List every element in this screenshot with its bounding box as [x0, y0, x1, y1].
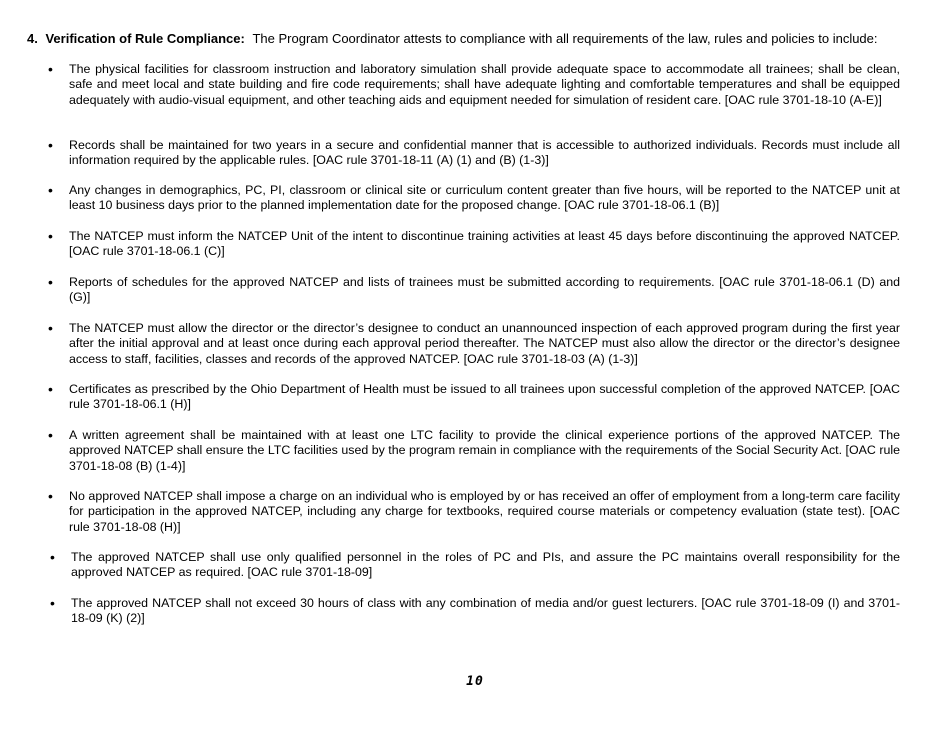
bullet-icon: •	[48, 274, 53, 290]
list-item	[48, 427, 900, 474]
bullet-icon: •	[50, 549, 55, 565]
list-item	[48, 137, 900, 169]
list-item-text: A written agreement shall be maintained with at least one LTC facility to provide the clinical experience portions of the approved NATCEP. The approved NATCEP shall ensure the LTC facilities used by the program remain in compliance with the requirements of the Social Security Act. [OAC rule 3701-18-08 (B) (1-4)]	[69, 428, 900, 473]
list-item	[50, 549, 900, 581]
list-item-text: The approved NATCEP shall not exceed 30 hours of class with any combination of media and/or guest lecturers. [OAC rule 3701-18-09 (I) and 3701-18-09 (K) (2)]	[71, 596, 900, 626]
list-item-text: No approved NATCEP shall impose a charge on an individual who is employed by or has received an offer of employment from a long-term care facility for participation in the approved NATCEP, including any charge for textbooks, required course materials or competency evaluation (state test). [OAC rule 3701-18-08 (H)]	[69, 489, 900, 534]
section-intro: The Program Coordinator attests to compliance with all requirements of the law, rules and policies to include:	[252, 31, 878, 46]
bullet-icon: •	[48, 228, 53, 244]
bullet-icon: •	[48, 61, 53, 77]
bullet-icon: •	[50, 595, 55, 611]
list-item-text: The physical facilities for classroom instruction and laboratory simulation shall provide adequate space to accommodate all trainees; shall be clean, safe and meet local and state building and fire code requirements; shall have adequate lighting and comfortable temperatures and shall be equipped adequately with audio-visual equipment, and other teaching aids and equipment needed for simulation of resident care. [OAC rule 3701-18-10 (A-E)]	[69, 62, 900, 107]
list-item	[48, 320, 900, 367]
bullet-icon: •	[48, 137, 53, 153]
list-item-text: The NATCEP must inform the NATCEP Unit of the intent to discontinue training activities at least 45 days before discontinuing the approved NATCEP. [OAC rule 3701-18-06.1 (C)]	[69, 229, 900, 259]
bullet-icon: •	[48, 381, 53, 397]
section-title: Verification of Rule Compliance:	[45, 31, 245, 46]
bullet-icon: •	[48, 320, 53, 336]
list-item-text: The NATCEP must allow the director or the director’s designee to conduct an unannounced inspection of each approved program during the first year after the initial approval and at least once during each approval period thereafter. The NATCEP must also allow the director or the director’s designee access to staff, facilities, classes and records of the approved NATCEP. [OAC rule 3701-18-03 (A) (1-3)]	[69, 321, 900, 366]
section-number: 4.	[27, 31, 38, 46]
list-item	[48, 488, 900, 535]
list-item	[48, 381, 900, 413]
bullet-icon: •	[48, 488, 53, 504]
bullet-icon: •	[48, 182, 53, 198]
list-item-text: Certificates as prescribed by the Ohio Department of Health must be issued to all trainees upon successful completion of the approved NATCEP. [OAC rule 3701-18-06.1 (H)]	[69, 382, 900, 412]
list-item	[48, 228, 900, 260]
list-item-text: Reports of schedules for the approved NATCEP and lists of trainees must be submitted according to requirements. [OAC rule 3701-18-06.1 (D) and (G)]	[69, 275, 900, 305]
list-item	[48, 61, 900, 108]
list-item	[50, 595, 900, 627]
list-item-text: The approved NATCEP shall use only qualified personnel in the roles of PC and PIs, and assure the PC maintains overall responsibility for the approved NATCEP as required. [OAC rule 3701-18-09]	[71, 550, 900, 580]
list-item-text: Any changes in demographics, PC, PI, classroom or clinical site or curriculum content greater than five hours, will be reported to the NATCEP unit at least 10 business days prior to the planned implementation date for the proposed change. [OAC rule 3701-18-06.1 (B)]	[69, 183, 900, 213]
bullet-icon: •	[48, 427, 53, 443]
list-item-text: Records shall be maintained for two years in a secure and confidential manner that is accessible to authorized individuals. Records must include all information required by the applicable rules. [OAC rule 3701-18-11 (A) (1) and (B) (1-3)]	[69, 138, 900, 168]
list-item	[48, 274, 900, 306]
section-heading	[27, 31, 917, 47]
page-number: 10	[466, 674, 484, 689]
list-item	[48, 182, 900, 214]
